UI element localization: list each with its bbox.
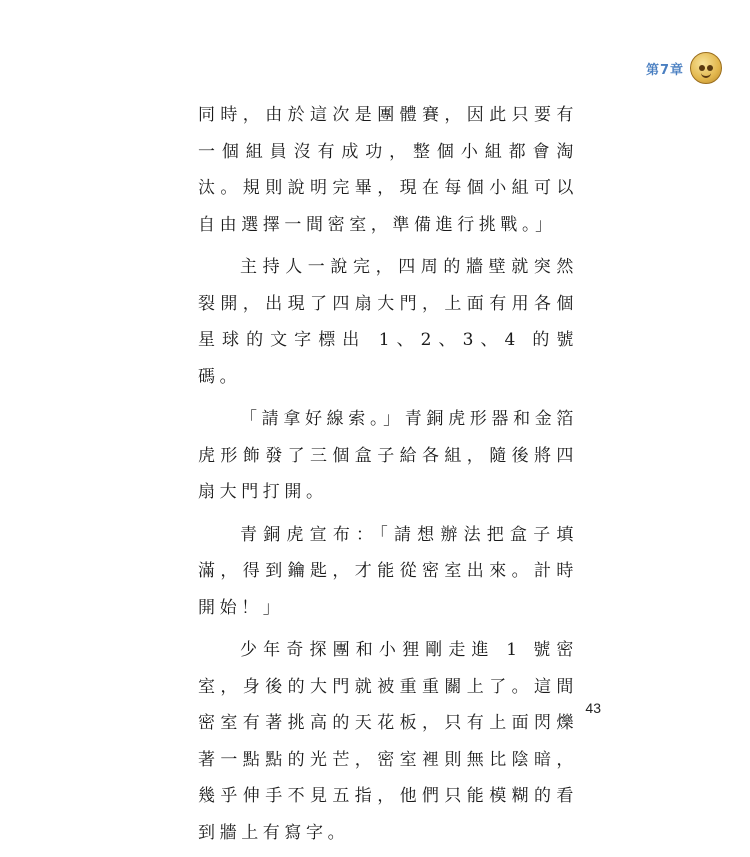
page-number: 43 [585,700,601,716]
chapter-header [646,52,722,84]
paragraph-1: 同時，由於這次是團體賽，因此只要有一個組員沒有成功，整個小組都會淘汰。規則說明完畢，現在每個小組可以自由選擇一間密室，準備進行挑戰。」 [198,105,578,235]
story-text [198,97,578,857]
chapter-label: 第7章 [645,62,684,78]
paragraph-4: 青銅虎宣布：「請想辦法把盒子填滿，得到鑰匙，才能從密室出來。計時開始！」 [198,524,578,618]
paragraph-3: 「請拿好線索。」青銅虎形器和金箔虎形飾發了三個盒子給各組，隨後將四扇大門打開。 [198,409,578,502]
paragraph-5: 少年奇探團和小狸剛走進 1 號密室，身後的大門就被重重關上了。這間密室有著挑高的天花板，只有上面閃爍著一點點的光芒，密室裡則無比陰暗，幾乎伸手不見五指，他們只能模糊的看到牆上有寫字。 [198,640,578,843]
mascot-face-icon [690,52,722,84]
paragraph-2: 主持人一說完，四周的牆壁就突然裂開，出現了四扇大門，上面有用各個星球的文字標出 1、2、3、4 的號碼。 [198,257,578,387]
